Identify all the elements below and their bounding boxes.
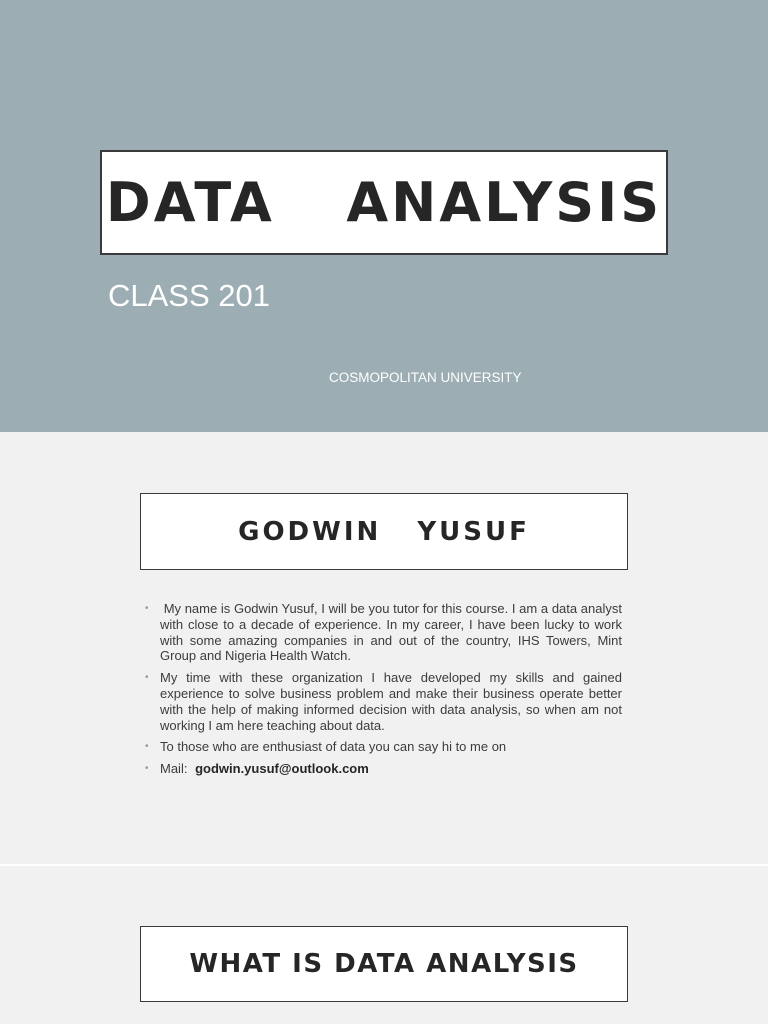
email-address: godwin.yusuf@outlook.com xyxy=(195,761,369,777)
list-item xyxy=(145,601,626,664)
bullet-icon: • xyxy=(145,603,149,614)
tutor-name-box xyxy=(140,493,628,570)
presentation-title-box xyxy=(100,150,668,255)
bio-paragraph: My time with these organization I have developed my skills and gained experience to solve business problem and make their business operate better with the help of making informed decision with data analysis, so when am not working I am here teaching about data. xyxy=(160,670,622,733)
bio-paragraph: To those who are enthusiast of data you can say hi to me on xyxy=(160,739,507,755)
presentation-title: DATA ANALYSIS xyxy=(105,171,663,234)
bio-paragraph: My name is Godwin Yusuf, I will be you tutor for this course. I am a data analyst with close to a decade of experience. In my career, I have been lucky to work with some amazing companies in and out of the country, IHS Towers, Mint Group and Nigeria Health Watch. xyxy=(160,601,626,664)
list-item xyxy=(145,761,622,777)
tutor-intro-slide xyxy=(0,432,768,864)
title-slide xyxy=(0,0,768,432)
list-item xyxy=(145,670,622,733)
bullet-icon: • xyxy=(145,763,149,775)
section-slide xyxy=(0,866,768,1024)
tutor-name-heading: GODWIN YUSUF xyxy=(238,516,530,547)
class-subtitle: CLASS 201 xyxy=(108,278,270,313)
university-name: COSMOPOLITAN UNIVERSITY xyxy=(329,370,522,385)
mail-label: Mail: xyxy=(160,761,188,777)
section-heading: WHAT IS DATA ANALYSIS xyxy=(189,949,579,979)
section-heading-box xyxy=(140,926,628,1002)
list-item xyxy=(145,739,622,755)
bio-bullet-list xyxy=(145,601,626,783)
bullet-icon: • xyxy=(145,741,149,753)
bullet-icon: • xyxy=(145,672,149,684)
